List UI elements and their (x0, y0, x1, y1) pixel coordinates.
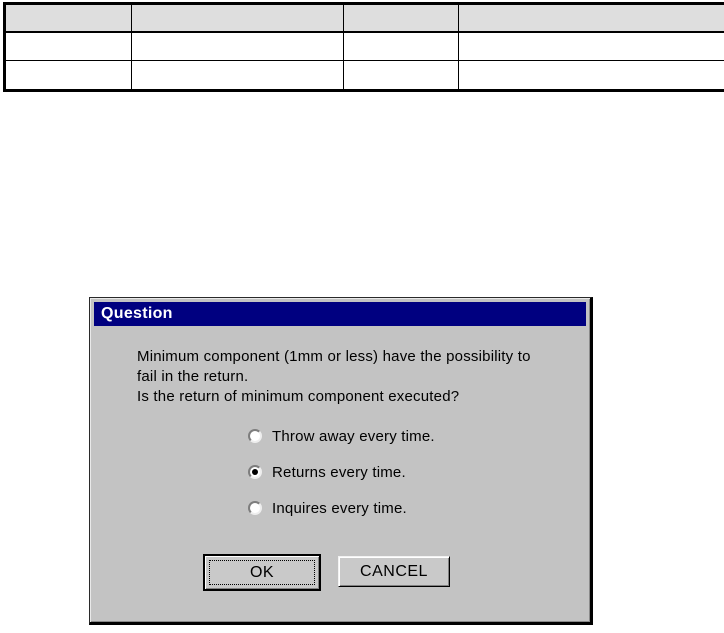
radio-option-label: Inquires every time. (272, 499, 407, 517)
ok-button-label: OK (249, 563, 275, 581)
table-cell (5, 32, 132, 61)
message-line-2: fail in the return. (137, 368, 249, 385)
ok-button[interactable] (203, 554, 321, 591)
dialog-titlebar[interactable] (94, 302, 586, 326)
table-row (5, 61, 724, 91)
table-cell (132, 61, 344, 91)
dialog-message (137, 347, 531, 407)
message-line-3: Is the return of minimum component executed? (137, 388, 460, 405)
table-cell (5, 61, 132, 91)
empty-table-body (5, 4, 724, 91)
empty-table (3, 2, 724, 92)
table-header-cell (132, 4, 344, 33)
message-line-1: Minimum component (1mm or less) have the possibility to (137, 348, 531, 365)
table-row (5, 32, 724, 61)
cancel-button[interactable] (338, 556, 450, 587)
dialog-title: Question (101, 305, 173, 322)
table-cell (344, 61, 459, 91)
radio-dot (252, 469, 258, 475)
cancel-button-label: CANCEL (360, 562, 428, 580)
table-header-cell (344, 4, 459, 33)
radio-option-label: Throw away every time. (272, 427, 435, 445)
table-header-cell (459, 4, 724, 33)
radio-option-inquires[interactable] (248, 500, 435, 516)
table-cell (459, 32, 724, 61)
radio-option-returns[interactable] (248, 464, 435, 480)
table-cell (459, 61, 724, 91)
radio-button-icon (248, 429, 262, 443)
table-header-cell (5, 4, 132, 33)
table-header-row (5, 4, 724, 33)
radio-button-icon (248, 501, 262, 515)
radio-button-icon (248, 465, 262, 479)
table-cell (344, 32, 459, 61)
question-dialog (89, 297, 593, 625)
radio-group (248, 428, 435, 536)
radio-option-label: Returns every time. (272, 463, 406, 481)
table-cell (132, 32, 344, 61)
radio-option-throw-away[interactable] (248, 428, 435, 444)
